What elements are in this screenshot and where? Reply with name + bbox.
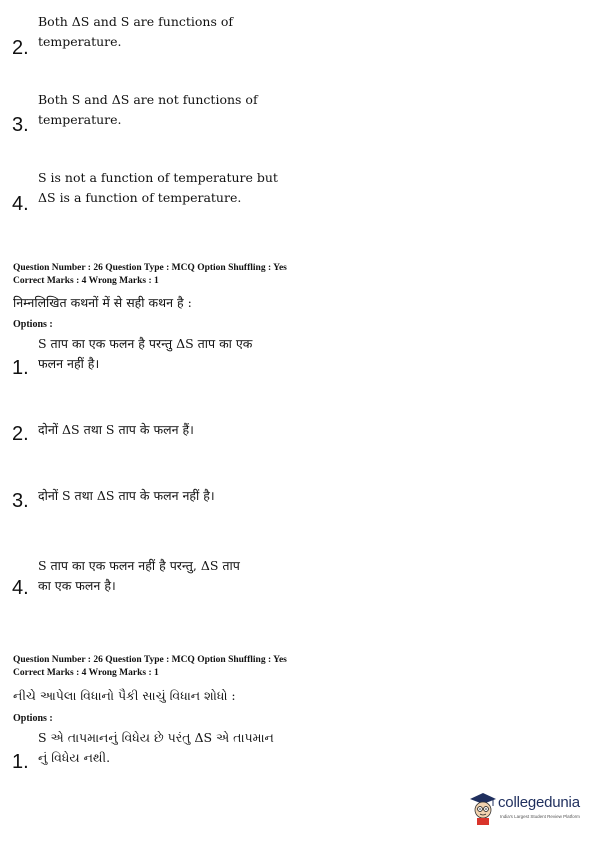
option-text-line2: का एक फलन है। xyxy=(38,578,116,593)
option-text-line1: दोनों S तथा ΔS ताप के फलन नहीं है। xyxy=(38,488,215,503)
option-text-line2: ΔS is a function of temperature. xyxy=(38,190,242,205)
options-label: Options : xyxy=(13,319,53,330)
option-text-line1: S ताप का एक फलन नहीं है परन्तु, ΔS ताप xyxy=(38,558,240,573)
option-number: 4. xyxy=(12,577,29,599)
question-meta: Question Number : 26 Question Type : MCQ Option Shuffling : Yes xyxy=(13,655,287,665)
question-text: निम्नलिखित कथनों में से सही कथन है : xyxy=(13,295,192,310)
marks-meta: Correct Marks : 4 Wrong Marks : 1 xyxy=(13,276,159,286)
option-text-line2: temperature. xyxy=(38,34,122,49)
question-meta: Question Number : 26 Question Type : MCQ Option Shuffling : Yes xyxy=(13,263,287,273)
option-number: 3. xyxy=(12,114,29,136)
option-text-line2: temperature. xyxy=(38,112,122,127)
option-text-line1: S ताप का एक फलन है परन्तु ΔS ताप का एक xyxy=(38,336,253,351)
option-number: 1. xyxy=(12,357,29,379)
option-number: 4. xyxy=(12,193,29,215)
option-text-line1: दोनों ΔS तथा S ताप के फलन हैं। xyxy=(38,422,194,437)
option-text-line2: નું વિધેય નથી. xyxy=(38,750,111,765)
option-text-line1: Both ΔS and S are functions of xyxy=(38,14,234,29)
option-text-line1: Both S and ΔS are not functions of xyxy=(38,92,258,107)
options-label: Options : xyxy=(13,713,53,724)
logo-tagline: India's Largest Student Review Platform xyxy=(500,814,580,819)
student-mascot-icon xyxy=(468,790,498,826)
logo-brand-text: collegedunia xyxy=(498,794,580,811)
option-text-line1: S એ તાપમાનનું વિધેય છે પરંતુ ΔS એ તાપમાન xyxy=(38,730,274,745)
option-number: 2. xyxy=(12,423,29,445)
option-number: 3. xyxy=(12,490,29,512)
option-text-line1: S is not a function of temperature but xyxy=(38,170,278,185)
option-number: 2. xyxy=(12,37,29,59)
collegedunia-logo xyxy=(468,790,586,830)
option-number: 1. xyxy=(12,751,29,773)
marks-meta: Correct Marks : 4 Wrong Marks : 1 xyxy=(13,668,159,678)
question-text: નીચે આપેલા વિધાનો પૈકી સાચું વિધાન શોધો : xyxy=(13,688,236,703)
option-text-line2: फलन नहीं है। xyxy=(38,356,100,371)
